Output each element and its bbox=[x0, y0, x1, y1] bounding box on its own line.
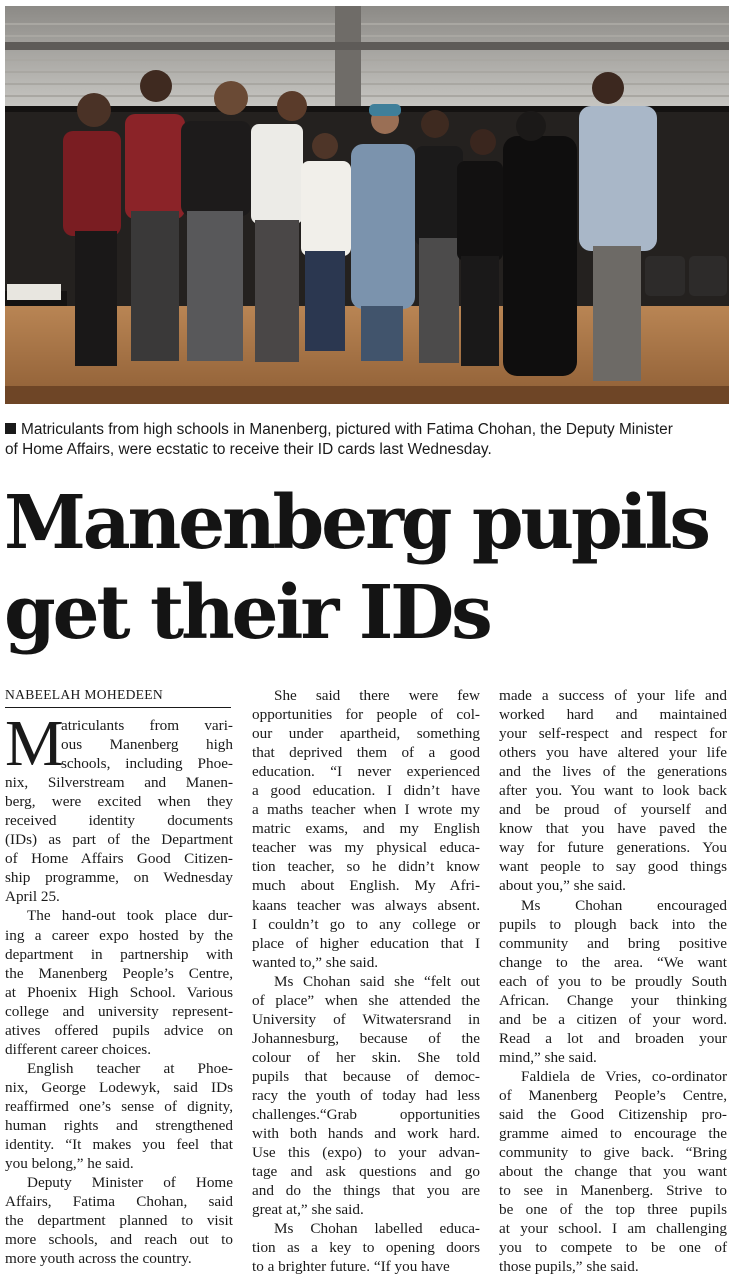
article-line: that deprived them of a good bbox=[252, 744, 480, 762]
article-line: English teacher at Phoe- bbox=[27, 1059, 233, 1077]
article-line: nix, George Lodewyk, said IDs bbox=[5, 1078, 233, 1096]
article-line: April 25. bbox=[5, 888, 60, 906]
article-line: received identity documents bbox=[5, 812, 233, 830]
article-line: University of Witwatersrand in bbox=[252, 1010, 480, 1028]
news-photo bbox=[5, 6, 729, 404]
article-line: Ms Chohan said she “felt out bbox=[274, 972, 480, 990]
article-line: a maths teacher when I wrote my bbox=[252, 801, 480, 819]
article-line: of Manenberg People’s Centre, bbox=[499, 1086, 727, 1104]
article-line: you to compete to be one of bbox=[499, 1239, 727, 1257]
article-line: those pupils,” she said. bbox=[499, 1258, 639, 1276]
byline: NABEELAH MOHEDEEN bbox=[5, 685, 231, 708]
article-line: education. “I never experienced bbox=[252, 763, 480, 781]
article-line: tion as a key to opening doors bbox=[252, 1239, 480, 1257]
article-line: you belong,” he said. bbox=[5, 1155, 134, 1173]
caption-line: of Home Affairs, were ecstatic to receive their ID cards last Wednesday. bbox=[5, 441, 492, 458]
article-column-1 bbox=[5, 707, 233, 1268]
article-line: tion teacher, so he didn’t know bbox=[252, 858, 480, 876]
article-line: much about English. My Afri- bbox=[252, 877, 480, 895]
article-line: mind,” she said. bbox=[499, 1048, 597, 1066]
article-line: and be a citizen of your word. bbox=[499, 1010, 727, 1028]
article-line: atives offered pupils advice on bbox=[5, 1021, 233, 1039]
article-line: pupils that because of democ- bbox=[252, 1067, 480, 1085]
article-line: a good education. I didn’t have bbox=[252, 782, 480, 800]
article-line: want people to say good things bbox=[499, 858, 727, 876]
drop-cap: M bbox=[5, 707, 64, 780]
article-line: kaans teacher was always absent. bbox=[252, 896, 480, 914]
article-line: Faldiela de Vries, co-ordinator bbox=[521, 1067, 727, 1085]
article-line: and the lives of the generations bbox=[499, 763, 727, 781]
article-line: our under apartheid, something bbox=[252, 725, 480, 743]
article-line: Affairs, Fatima Chohan, said bbox=[5, 1193, 233, 1211]
article-line: gramme aimed to encourage the bbox=[499, 1125, 727, 1143]
article-line: to a brighter future. “If you have bbox=[252, 1258, 450, 1276]
article-column-2 bbox=[252, 686, 480, 1276]
article-line: challenges.“Grab opportunities bbox=[252, 1106, 480, 1124]
article-line: the department planned to visit bbox=[5, 1212, 233, 1230]
headline bbox=[4, 478, 732, 658]
article-line: the Manenberg People’s Centre, bbox=[5, 964, 233, 982]
article-line: opportunities for people of col- bbox=[252, 706, 480, 724]
article-line: The hand-out took place dur- bbox=[27, 907, 233, 925]
article-line: about you,” she said. bbox=[499, 877, 626, 895]
article-line: college and university represent- bbox=[5, 1002, 233, 1020]
article-line: ous Manenberg high bbox=[61, 736, 233, 754]
article-column-3 bbox=[499, 686, 727, 1276]
article-line: different career choices. bbox=[5, 1040, 152, 1058]
article-line: teacher was my physical educa- bbox=[252, 839, 480, 857]
article-line: more schools, and reach out to bbox=[5, 1231, 233, 1249]
article-line: at Phoenix High School. Various bbox=[5, 983, 233, 1001]
article-line: I couldn’t go to any college or bbox=[252, 915, 480, 933]
article-line: pupils to plough back into the bbox=[499, 915, 727, 933]
article-line: more youth across the country. bbox=[5, 1250, 192, 1268]
article-line: each of you to be proudly South bbox=[499, 972, 727, 990]
article-line: at your school. I am challenging bbox=[499, 1220, 727, 1238]
article-line: change to the area. “We want bbox=[499, 953, 727, 971]
article-line: great at,” she said. bbox=[252, 1201, 364, 1219]
article-line: worked hard and maintained bbox=[499, 706, 727, 724]
article-line: and do the things that you are bbox=[252, 1182, 480, 1200]
article-line: wanted to,” she said. bbox=[252, 953, 379, 971]
article-line: department in partnership with bbox=[5, 945, 233, 963]
photo-caption bbox=[5, 420, 729, 460]
article-line: community to give back. “Bring bbox=[499, 1144, 727, 1162]
article-line: Ms Chohan encouraged bbox=[521, 896, 727, 914]
article-line: be one of the top three pupils bbox=[499, 1201, 727, 1219]
article-line: Deputy Minister of Home bbox=[27, 1174, 233, 1192]
article-line: after you. You want to look back bbox=[499, 782, 727, 800]
article-line: community and bring positive bbox=[499, 934, 727, 952]
article-line: schools, including Phoe- bbox=[61, 755, 233, 773]
article-line: and be proud of yourself and bbox=[499, 801, 727, 819]
article-line: berg, were excited when they bbox=[5, 793, 233, 811]
headline-line: get their IDs bbox=[4, 570, 490, 656]
article-line: tage and ask questions and go bbox=[252, 1163, 480, 1181]
article-line: (IDs) as part of the Department bbox=[5, 831, 233, 849]
article-line: your self-respect and respect for bbox=[499, 725, 727, 743]
caption-text: Matriculants from high schools in Manenberg, pictured with Fatima Chohan, the Deputy Minister bbox=[21, 421, 673, 438]
caption-line bbox=[5, 420, 729, 440]
article-line: of Home Affairs Good Citizen- bbox=[5, 850, 233, 868]
article-line: human rights and strengthened bbox=[5, 1116, 233, 1134]
article-line: others you have altered your life bbox=[499, 744, 727, 762]
article-line: about the change that you want bbox=[499, 1163, 727, 1181]
article-line: Read a lot and broaden your bbox=[499, 1029, 727, 1047]
article-line: Ms Chohan labelled educa- bbox=[274, 1220, 480, 1238]
article-line: way for future generations. You bbox=[499, 839, 727, 857]
article-line: with both hands and work hard. bbox=[252, 1125, 480, 1143]
article-line: racy the youth of today had less bbox=[252, 1086, 480, 1104]
article-line: to see in Manenberg. Strive to bbox=[499, 1182, 727, 1200]
article-line: place of higher education that I bbox=[252, 934, 480, 952]
article-line: know that you have paved the bbox=[499, 820, 727, 838]
article-line: ing a career expo hosted by the bbox=[5, 926, 233, 944]
article-line: African. Change your thinking bbox=[499, 991, 727, 1009]
article-line: atriculants from vari- bbox=[61, 717, 233, 734]
article-line: matric exams, and my English bbox=[252, 820, 480, 838]
article-line: Use this (expo) to your advan- bbox=[252, 1144, 480, 1162]
caption-bullet-square-icon bbox=[5, 423, 16, 434]
article-line: ship programme, on Wednesday bbox=[5, 869, 233, 887]
article-line: made a success of your life and bbox=[499, 687, 727, 704]
headline-line: Manenberg pupils bbox=[4, 480, 708, 566]
article-line: reaffirmed one’s sense of dignity, bbox=[5, 1097, 233, 1115]
article-line: said the Good Citizenship pro- bbox=[499, 1106, 727, 1124]
article-line: nix, Silverstream and Manen- bbox=[5, 774, 233, 792]
article-line: of place” when she attended the bbox=[252, 991, 480, 1009]
article-line: identity. “It makes you feel that bbox=[5, 1136, 233, 1154]
article-line: She said there were few bbox=[274, 687, 480, 704]
article-line: Johannesburg, because of the bbox=[252, 1029, 480, 1047]
article-line: colour of her skin. She told bbox=[252, 1048, 480, 1066]
